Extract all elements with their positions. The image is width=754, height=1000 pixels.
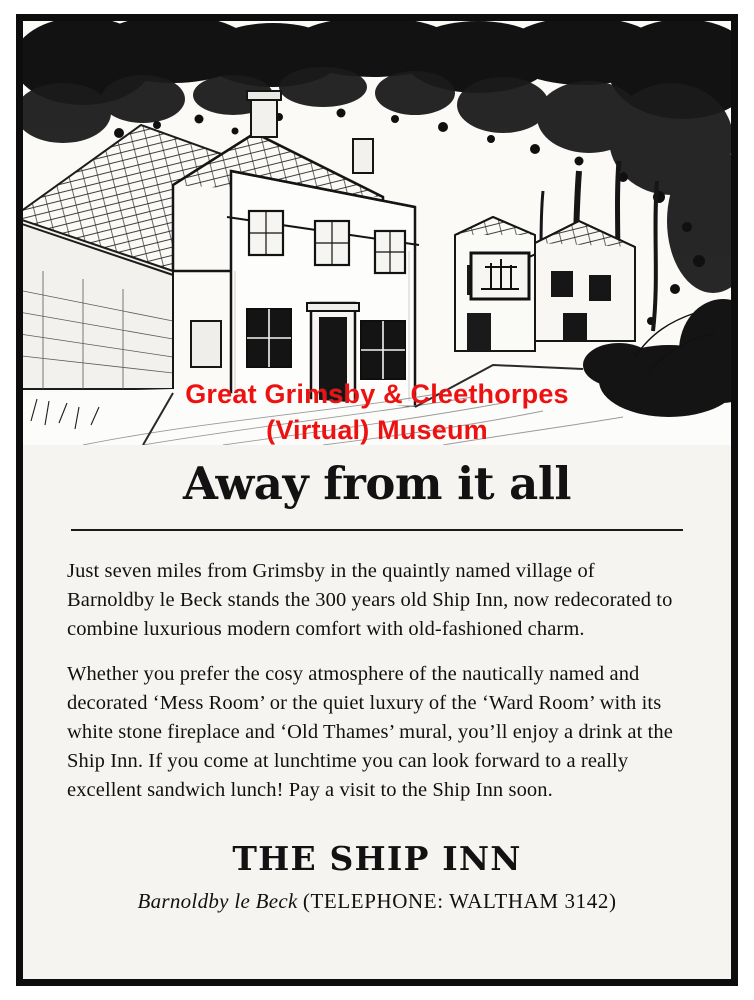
inn-address-line [67, 887, 687, 915]
watermark-line-1: Great Grimsby & Cleethorpes [185, 379, 569, 409]
ship-inn-street-illustration [23, 21, 731, 445]
inn-name: THE SHIP INN [232, 839, 522, 878]
page-title: Away from it all [182, 457, 572, 510]
watermark-line-2: (Virtual) Museum [266, 415, 488, 445]
paragraph-1: Just seven miles from Grimsby in the quaintly named village of Barnoldby le Beck stands the 300 years old Ship Inn, now redecorated to combine luxurious modern comfort with old-fashioned charm. [67, 560, 673, 640]
advert-text-content [23, 457, 731, 915]
paragraph-2: Whether you prefer the cosy atmosphere of the nautically named and decorated ‘Mess Room’ or the quiet luxury of the ‘Ward Room’ with its white stone fireplace and ‘Old Thames’ mural, you’ll enjoy a drink at the Ship Inn. If you come at lunchtime you can look forward to a really excellent sandwich lunch! Pay a visit to the Ship Inn soon. [67, 663, 673, 801]
inn-telephone: (TELEPHONE: WALTHAM 3142) [302, 889, 617, 913]
advert-inner [23, 21, 731, 979]
body-copy [67, 557, 687, 805]
illustration-svg [23, 21, 731, 445]
inn-place: Barnoldby le Beck [137, 889, 298, 913]
advert-border-frame [16, 14, 738, 986]
advert-footer [67, 839, 687, 915]
horizontal-rule [71, 529, 683, 531]
